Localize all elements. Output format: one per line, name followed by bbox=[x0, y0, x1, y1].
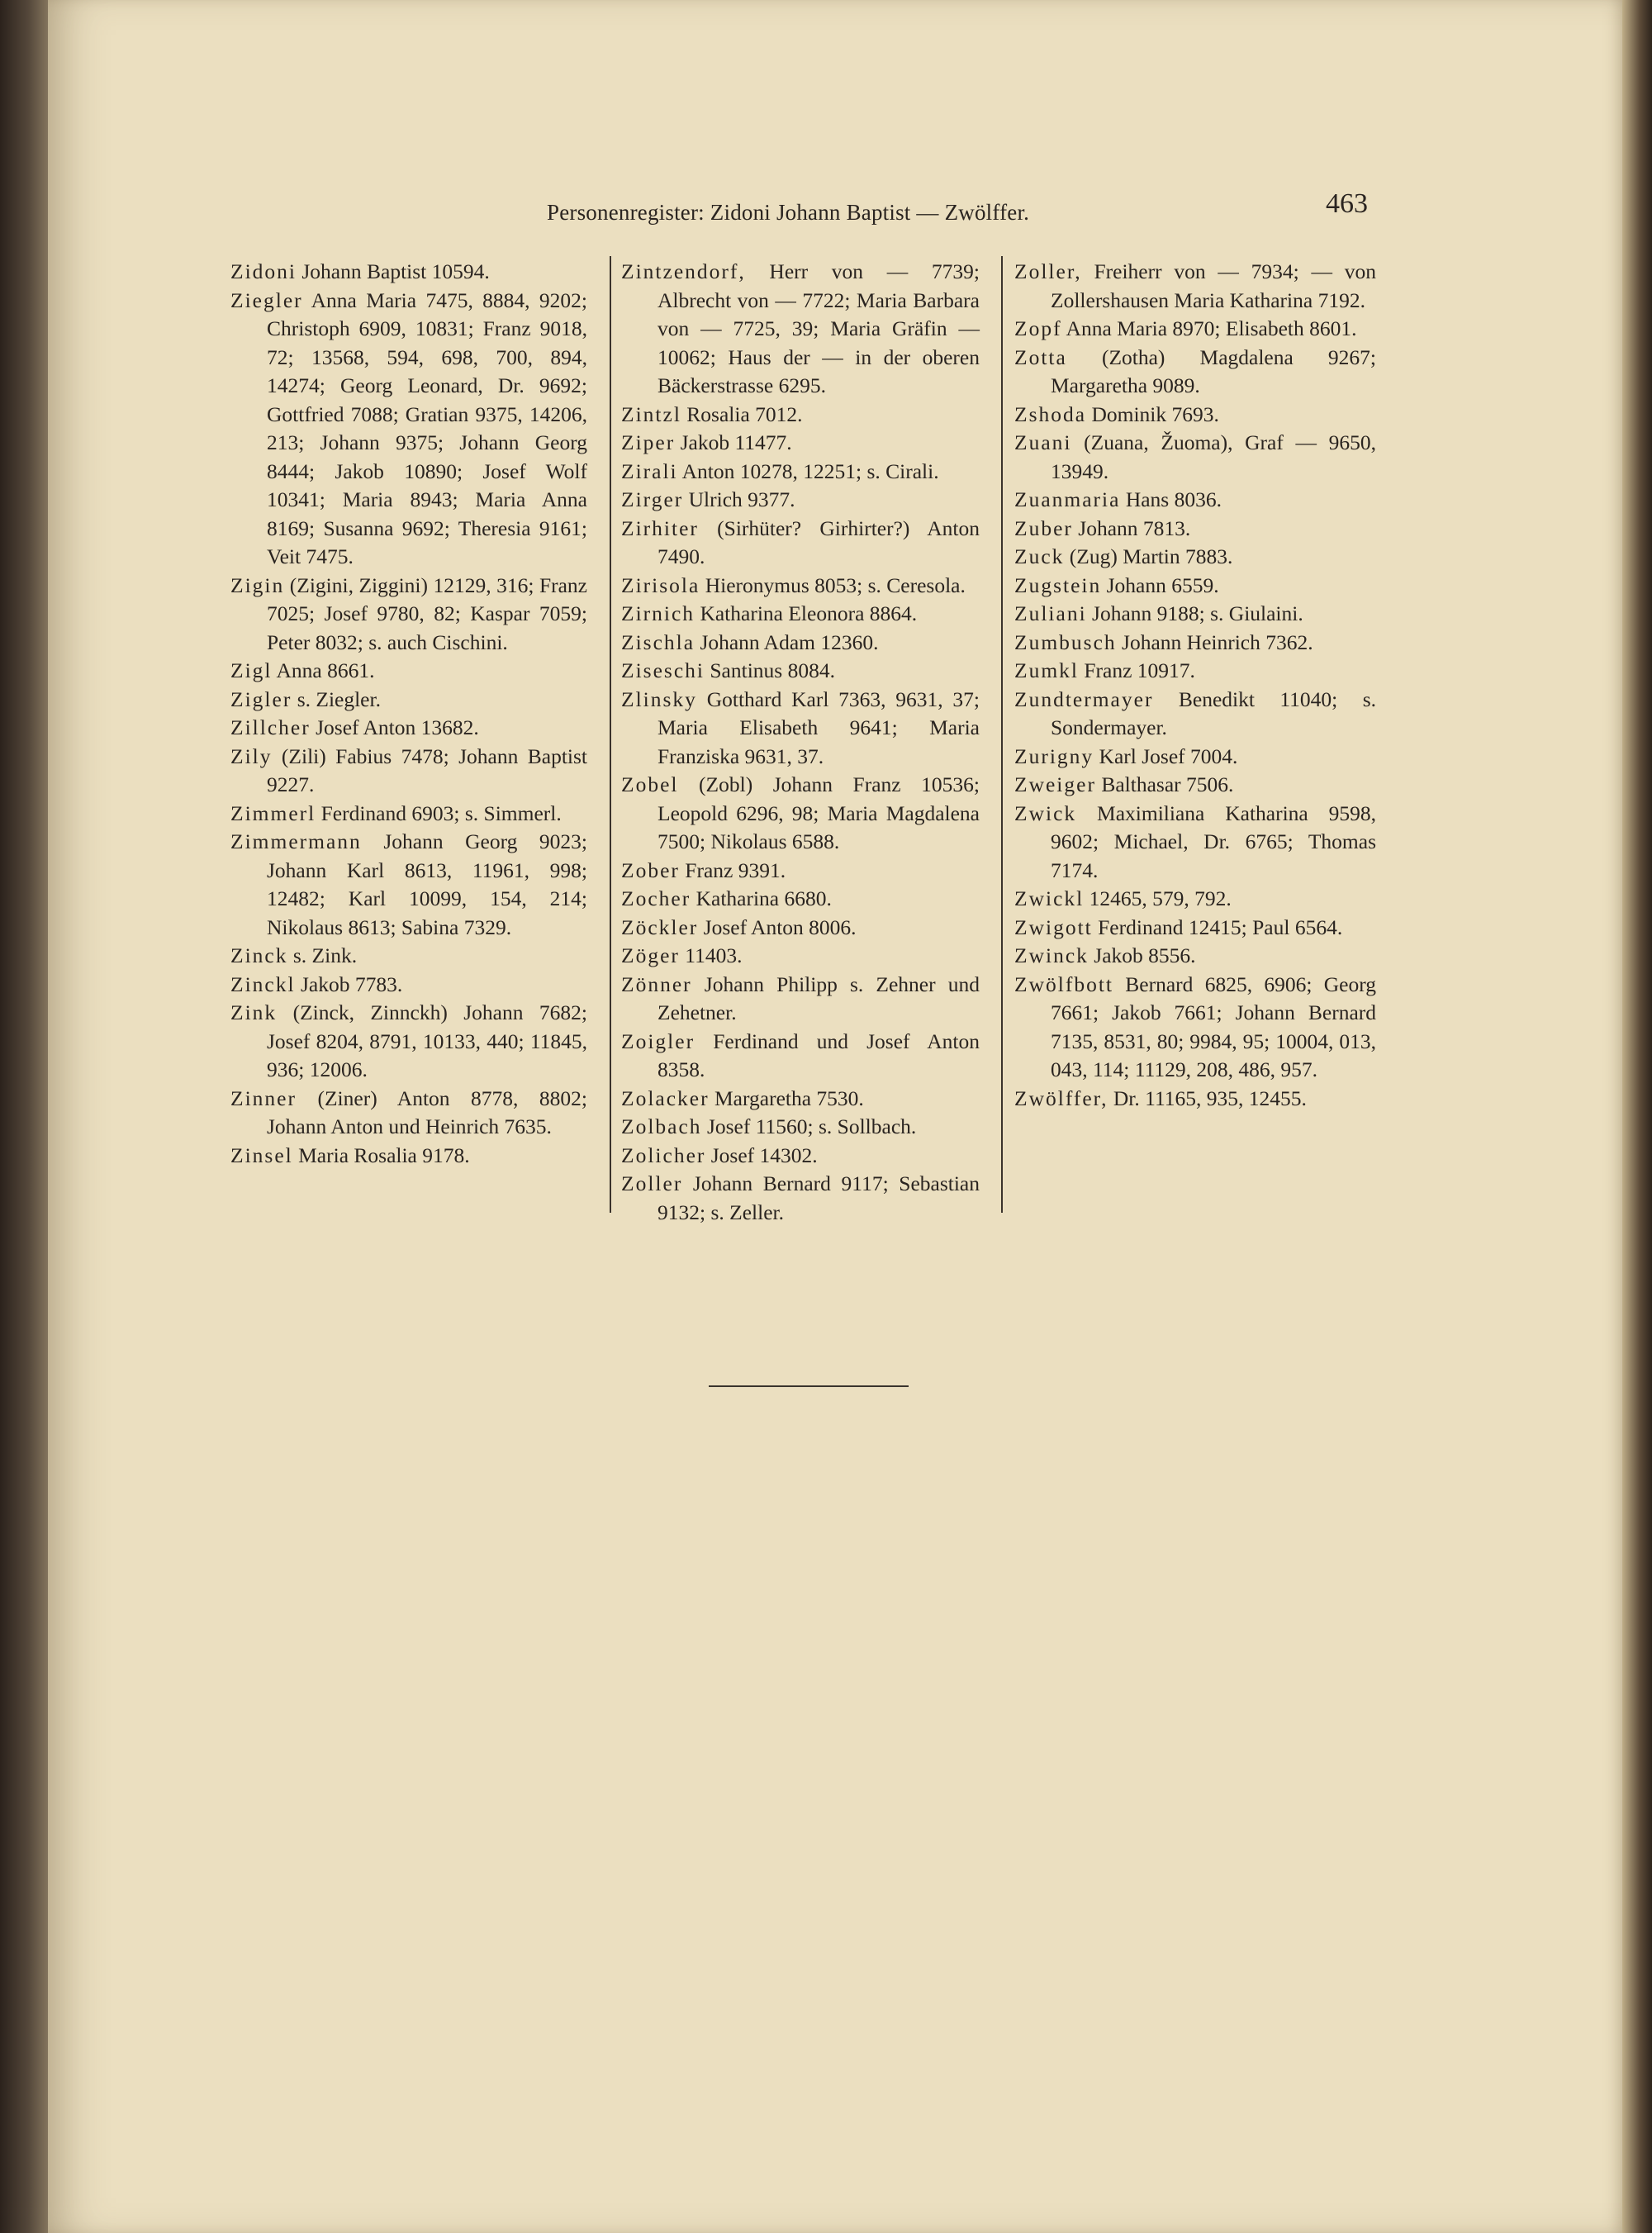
index-entry bbox=[621, 1085, 980, 1114]
entry-details: Dominik 7693. bbox=[1091, 401, 1219, 426]
index-entry bbox=[621, 1028, 980, 1085]
page-number: 463 bbox=[1326, 188, 1368, 219]
book-spine-shadow bbox=[0, 0, 51, 2233]
entry-surname: Zuck bbox=[1014, 544, 1065, 568]
entry-surname: Zidoni bbox=[230, 259, 297, 283]
entry-surname: Zwickl bbox=[1014, 886, 1085, 910]
index-entry bbox=[621, 771, 980, 857]
index-entry bbox=[1014, 971, 1376, 1085]
entry-surname: Zöger bbox=[621, 943, 680, 967]
entry-details: Dr. 11165, 935, 12455. bbox=[1113, 1086, 1307, 1110]
entry-details: Ferdinand und Josef Anton 8358. bbox=[657, 1029, 980, 1081]
entry-surname: Zwinck bbox=[1014, 943, 1089, 967]
index-entry bbox=[230, 258, 587, 287]
running-title: Personenregister: Zidoni Johann Baptist — Zwölffer. bbox=[547, 200, 1030, 225]
entry-surname: Zischla bbox=[621, 630, 695, 654]
entry-surname: Zöckler bbox=[621, 915, 699, 939]
entry-surname: Zoller bbox=[621, 1171, 683, 1195]
entry-details: Ferdinand 6903; s. Simmerl. bbox=[320, 801, 562, 825]
index-entry bbox=[1014, 600, 1376, 629]
entry-details: Johann Heinrich 7362. bbox=[1122, 630, 1313, 654]
entry-details: Karl Josef 7004. bbox=[1099, 744, 1238, 768]
index-entry bbox=[1014, 942, 1376, 971]
entry-details: (Zuana, Žuoma), Graf — 9650, 13949. bbox=[1051, 430, 1376, 483]
entry-surname: Zolbach bbox=[621, 1114, 702, 1138]
index-entry bbox=[230, 714, 587, 743]
entry-surname: Zirisola bbox=[621, 573, 700, 597]
entry-details: Josef Anton 8006. bbox=[703, 915, 857, 939]
entry-surname: Zobel bbox=[621, 772, 679, 796]
index-entry bbox=[621, 258, 980, 401]
index-column-2 bbox=[621, 258, 980, 1227]
index-entry bbox=[1014, 486, 1376, 515]
index-entry bbox=[1014, 914, 1376, 943]
entry-details: (Ziner) Anton 8778, 8802; Johann Anton und Heinrich 7635. bbox=[267, 1086, 587, 1138]
index-entry bbox=[1014, 743, 1376, 772]
entry-surname: Ziseschi bbox=[621, 658, 705, 682]
index-entry bbox=[621, 1113, 980, 1142]
entry-surname: Zily bbox=[230, 744, 273, 768]
entry-surname: Ziegler bbox=[230, 287, 303, 312]
entry-details: Jakob 7783. bbox=[300, 972, 403, 996]
index-entry bbox=[230, 743, 587, 800]
entry-surname: Zinckl bbox=[230, 972, 296, 996]
entry-details: Johann 9188; s. Giulaini. bbox=[1092, 601, 1303, 625]
index-entry bbox=[1014, 401, 1376, 430]
entry-details: Anna 8661. bbox=[276, 658, 375, 682]
entry-surname: Zinck bbox=[230, 943, 288, 967]
index-entry bbox=[621, 1142, 980, 1171]
entry-surname: Zigler bbox=[230, 687, 292, 711]
entry-details: Maximiliana Katharina 9598, 9602; Michael, Dr. 6765; Thomas 7174. bbox=[1051, 801, 1376, 882]
entry-details: Hieronymus 8053; s. Ceresola. bbox=[705, 573, 966, 597]
entry-details: Johann Georg 9023; Johann Karl 8613, 11961, 998; 12482; Karl 10099, 154, 214; Nikolaus 8613; Sabina 7329. bbox=[267, 829, 588, 939]
entry-details: Franz 9391. bbox=[685, 858, 786, 882]
column-divider bbox=[610, 256, 611, 1213]
index-entry bbox=[621, 1170, 980, 1227]
index-entry bbox=[621, 686, 980, 772]
entry-details: Johann Philipp s. Zehner und Zehetner. bbox=[657, 972, 980, 1024]
entry-details: Benedikt 11040; s. Sondermayer. bbox=[1051, 687, 1376, 739]
index-entry bbox=[621, 401, 980, 430]
index-entry bbox=[1014, 885, 1376, 914]
index-entry bbox=[1014, 771, 1376, 800]
entry-details: Ferdinand 12415; Paul 6564. bbox=[1098, 915, 1343, 939]
entry-surname: Zirger bbox=[621, 487, 684, 511]
entry-details: Katharina Eleonora 8864. bbox=[700, 601, 918, 625]
entry-details: Franz 10917. bbox=[1084, 658, 1195, 682]
entry-details: 12465, 579, 792. bbox=[1089, 886, 1232, 910]
entry-surname: Zolicher bbox=[621, 1143, 706, 1167]
entry-surname: Zinner bbox=[230, 1086, 297, 1110]
entry-surname: Zober bbox=[621, 858, 680, 882]
entry-details: s. Zink. bbox=[292, 943, 358, 967]
entry-details: Jakob 11477. bbox=[680, 430, 792, 454]
entry-surname: Zuani bbox=[1014, 430, 1072, 454]
entry-details: s. Ziegler. bbox=[297, 687, 381, 711]
index-entry bbox=[621, 857, 980, 886]
end-rule bbox=[709, 1385, 909, 1387]
entry-surname: Zintzendorf, bbox=[621, 259, 746, 283]
entry-details: (Zotha) Magdalena 9267; Margaretha 9089. bbox=[1051, 344, 1377, 397]
entry-details: Margaretha 7530. bbox=[714, 1086, 864, 1110]
index-entry bbox=[1014, 629, 1376, 658]
entry-details: Maria Rosalia 9178. bbox=[298, 1143, 470, 1167]
index-entry bbox=[230, 1085, 587, 1142]
entry-details: 11403. bbox=[685, 943, 743, 967]
entry-surname: Zumbusch bbox=[1014, 630, 1117, 654]
entry-surname: Zuanmaria bbox=[1014, 487, 1121, 511]
entry-surname: Zink bbox=[230, 1000, 278, 1024]
index-entry bbox=[230, 657, 587, 686]
entry-surname: Zinsel bbox=[230, 1143, 293, 1167]
index-entry bbox=[230, 572, 587, 658]
index-entry bbox=[230, 287, 587, 572]
entry-surname: Zigin bbox=[230, 573, 285, 597]
index-entry bbox=[1014, 344, 1376, 401]
entry-details: Anna Maria 8970; Elisabeth 8601. bbox=[1066, 316, 1357, 340]
index-entry bbox=[621, 572, 980, 601]
entry-details: Jakob 8556. bbox=[1094, 943, 1196, 967]
entry-surname: Zönner bbox=[621, 972, 692, 996]
page-edge-shadow bbox=[1622, 0, 1652, 2233]
entry-details: Anton 10278, 12251; s. Cirali. bbox=[681, 458, 939, 483]
entry-surname: Zigl bbox=[230, 658, 273, 682]
index-entry bbox=[230, 999, 587, 1085]
index-entry bbox=[621, 914, 980, 943]
entry-surname: Zundtermayer bbox=[1014, 687, 1154, 711]
index-entry bbox=[1014, 543, 1376, 572]
entry-surname: Zotta bbox=[1014, 344, 1067, 369]
index-column-1 bbox=[230, 258, 587, 1170]
entry-surname: Zuliani bbox=[1014, 601, 1087, 625]
index-entry bbox=[230, 1142, 587, 1171]
entry-details: (Zinck, Zinnckh) Johann 7682; Josef 8204, 8791, 10133, 440; 11845, 936; 12006. bbox=[267, 1000, 587, 1081]
entry-surname: Zimmerl bbox=[230, 801, 316, 825]
entry-surname: Zopf bbox=[1014, 316, 1062, 340]
entry-details: Katharina 6680. bbox=[695, 886, 832, 910]
entry-surname: Zwick bbox=[1014, 801, 1077, 825]
index-entry bbox=[230, 971, 587, 1000]
entry-surname: Zuber bbox=[1014, 515, 1073, 540]
entry-surname: Zirhiter bbox=[621, 515, 699, 540]
entry-details: (Sirhüter? Girhirter?) Anton 7490. bbox=[657, 515, 980, 568]
entry-details: Anna Maria 7475, 8884, 9202; Christoph 6909, 10831; Franz 9018, 72; 13568, 594, 698, 700, 894, 14274; Georg Leonard, Dr. 9692; Gottfried 7088; Gratian 9375, 14206, 213; Johann 9375; Johann Georg 8444; Jakob 10890; Josef Wolf 10341; Maria 8943; Maria Anna 8169; Susanna 9692; Theresia 9161; Veit 7475. bbox=[267, 287, 587, 568]
index-entry bbox=[230, 942, 587, 971]
index-entry bbox=[621, 486, 980, 515]
index-entry bbox=[1014, 572, 1376, 601]
entry-details: (Zobl) Johann Franz 10536; Leopold 6296, 98; Maria Magdalena 7500; Nikolaus 6588. bbox=[657, 772, 980, 853]
entry-surname: Zumkl bbox=[1014, 658, 1079, 682]
index-entry bbox=[621, 629, 980, 658]
entry-details: Johann 6559. bbox=[1106, 573, 1219, 597]
entry-surname: Zillcher bbox=[230, 715, 311, 739]
entry-surname: Zugstein bbox=[1014, 573, 1102, 597]
index-entry bbox=[621, 600, 980, 629]
entry-details: (Zigini, Ziggini) 12129, 316; Franz 7025; Josef 9780, 82; Kaspar 7059; Peter 8032; s. auch Cischini. bbox=[267, 573, 588, 654]
entry-surname: Ziper bbox=[621, 430, 676, 454]
entry-surname: Zlinsky bbox=[621, 687, 697, 711]
index-entry bbox=[1014, 686, 1376, 743]
entry-surname: Zocher bbox=[621, 886, 691, 910]
index-entry bbox=[621, 458, 980, 487]
entry-surname: Zirali bbox=[621, 458, 678, 483]
index-entry bbox=[1014, 1085, 1376, 1114]
entry-surname: Zintzl bbox=[621, 401, 681, 426]
index-entry bbox=[230, 800, 587, 829]
entry-details: Hans 8036. bbox=[1125, 487, 1222, 511]
index-entry bbox=[621, 515, 980, 572]
entry-details: (Zug) Martin 7883. bbox=[1069, 544, 1233, 568]
entry-details: Gotthard Karl 7363, 9631, 37; Maria Elisabeth 9641; Maria Franziska 9631, 37. bbox=[657, 687, 980, 768]
index-entry bbox=[1014, 657, 1376, 686]
index-entry bbox=[621, 885, 980, 914]
entry-details: Johann Bernard 9117; Sebastian 9132; s. Zeller. bbox=[657, 1171, 980, 1224]
entry-surname: Zoigler bbox=[621, 1029, 695, 1053]
entry-details: Johann Adam 12360. bbox=[700, 630, 879, 654]
index-entry bbox=[621, 942, 980, 971]
entry-details: Ulrich 9377. bbox=[688, 487, 795, 511]
entry-details: Josef 11560; s. Sollbach. bbox=[706, 1114, 917, 1138]
index-entry bbox=[621, 971, 980, 1028]
entry-details: Johann Baptist 10594. bbox=[301, 259, 490, 283]
index-entry bbox=[621, 657, 980, 686]
index-entry bbox=[230, 686, 587, 715]
entry-details: Josef 14302. bbox=[710, 1143, 818, 1167]
entry-surname: Zshoda bbox=[1014, 401, 1087, 426]
column-divider bbox=[1001, 256, 1003, 1213]
index-column-3 bbox=[1014, 258, 1376, 1113]
index-entry bbox=[1014, 515, 1376, 544]
entry-details: Santinus 8084. bbox=[710, 658, 835, 682]
entry-surname: Zweiger bbox=[1014, 772, 1096, 796]
entry-details: Rosalia 7012. bbox=[686, 401, 803, 426]
entry-surname: Zoller, bbox=[1014, 259, 1082, 283]
entry-surname: Zwölffer, bbox=[1014, 1086, 1108, 1110]
entry-surname: Zurigny bbox=[1014, 744, 1094, 768]
entry-details: Bernard 6825, 6906; Georg 7661; Jakob 7661; Johann Bernard 7135, 8531, 80; 9984, 95; 10004, 013, 043, 114; 11129, 208, 486, 957. bbox=[1051, 972, 1377, 1081]
entry-surname: Zwölfbott bbox=[1014, 972, 1113, 996]
entry-details: Josef Anton 13682. bbox=[316, 715, 479, 739]
index-entry bbox=[1014, 429, 1376, 486]
entry-surname: Zolacker bbox=[621, 1086, 710, 1110]
entry-details: (Zili) Fabius 7478; Johann Baptist 9227. bbox=[267, 744, 587, 796]
entry-surname: Zwigott bbox=[1014, 915, 1093, 939]
index-entry bbox=[1014, 315, 1376, 344]
entry-details: Herr von — 7739; Albrecht von — 7722; Maria Barbara von — 7725, 39; Maria Gräfin — 10062; Haus der — in der oberen Bäckerstrasse 6295. bbox=[657, 259, 980, 397]
entry-details: Freiherr von — 7934; — von Zollershausen Maria Katharina 7192. bbox=[1051, 259, 1377, 312]
index-entry bbox=[1014, 258, 1376, 315]
index-entry bbox=[621, 429, 980, 458]
entry-surname: Zimmermann bbox=[230, 829, 362, 853]
entry-details: Johann 7813. bbox=[1078, 515, 1191, 540]
entry-surname: Zirnich bbox=[621, 601, 695, 625]
entry-details: Balthasar 7506. bbox=[1101, 772, 1234, 796]
index-entry bbox=[1014, 800, 1376, 886]
index-entry bbox=[230, 828, 587, 942]
